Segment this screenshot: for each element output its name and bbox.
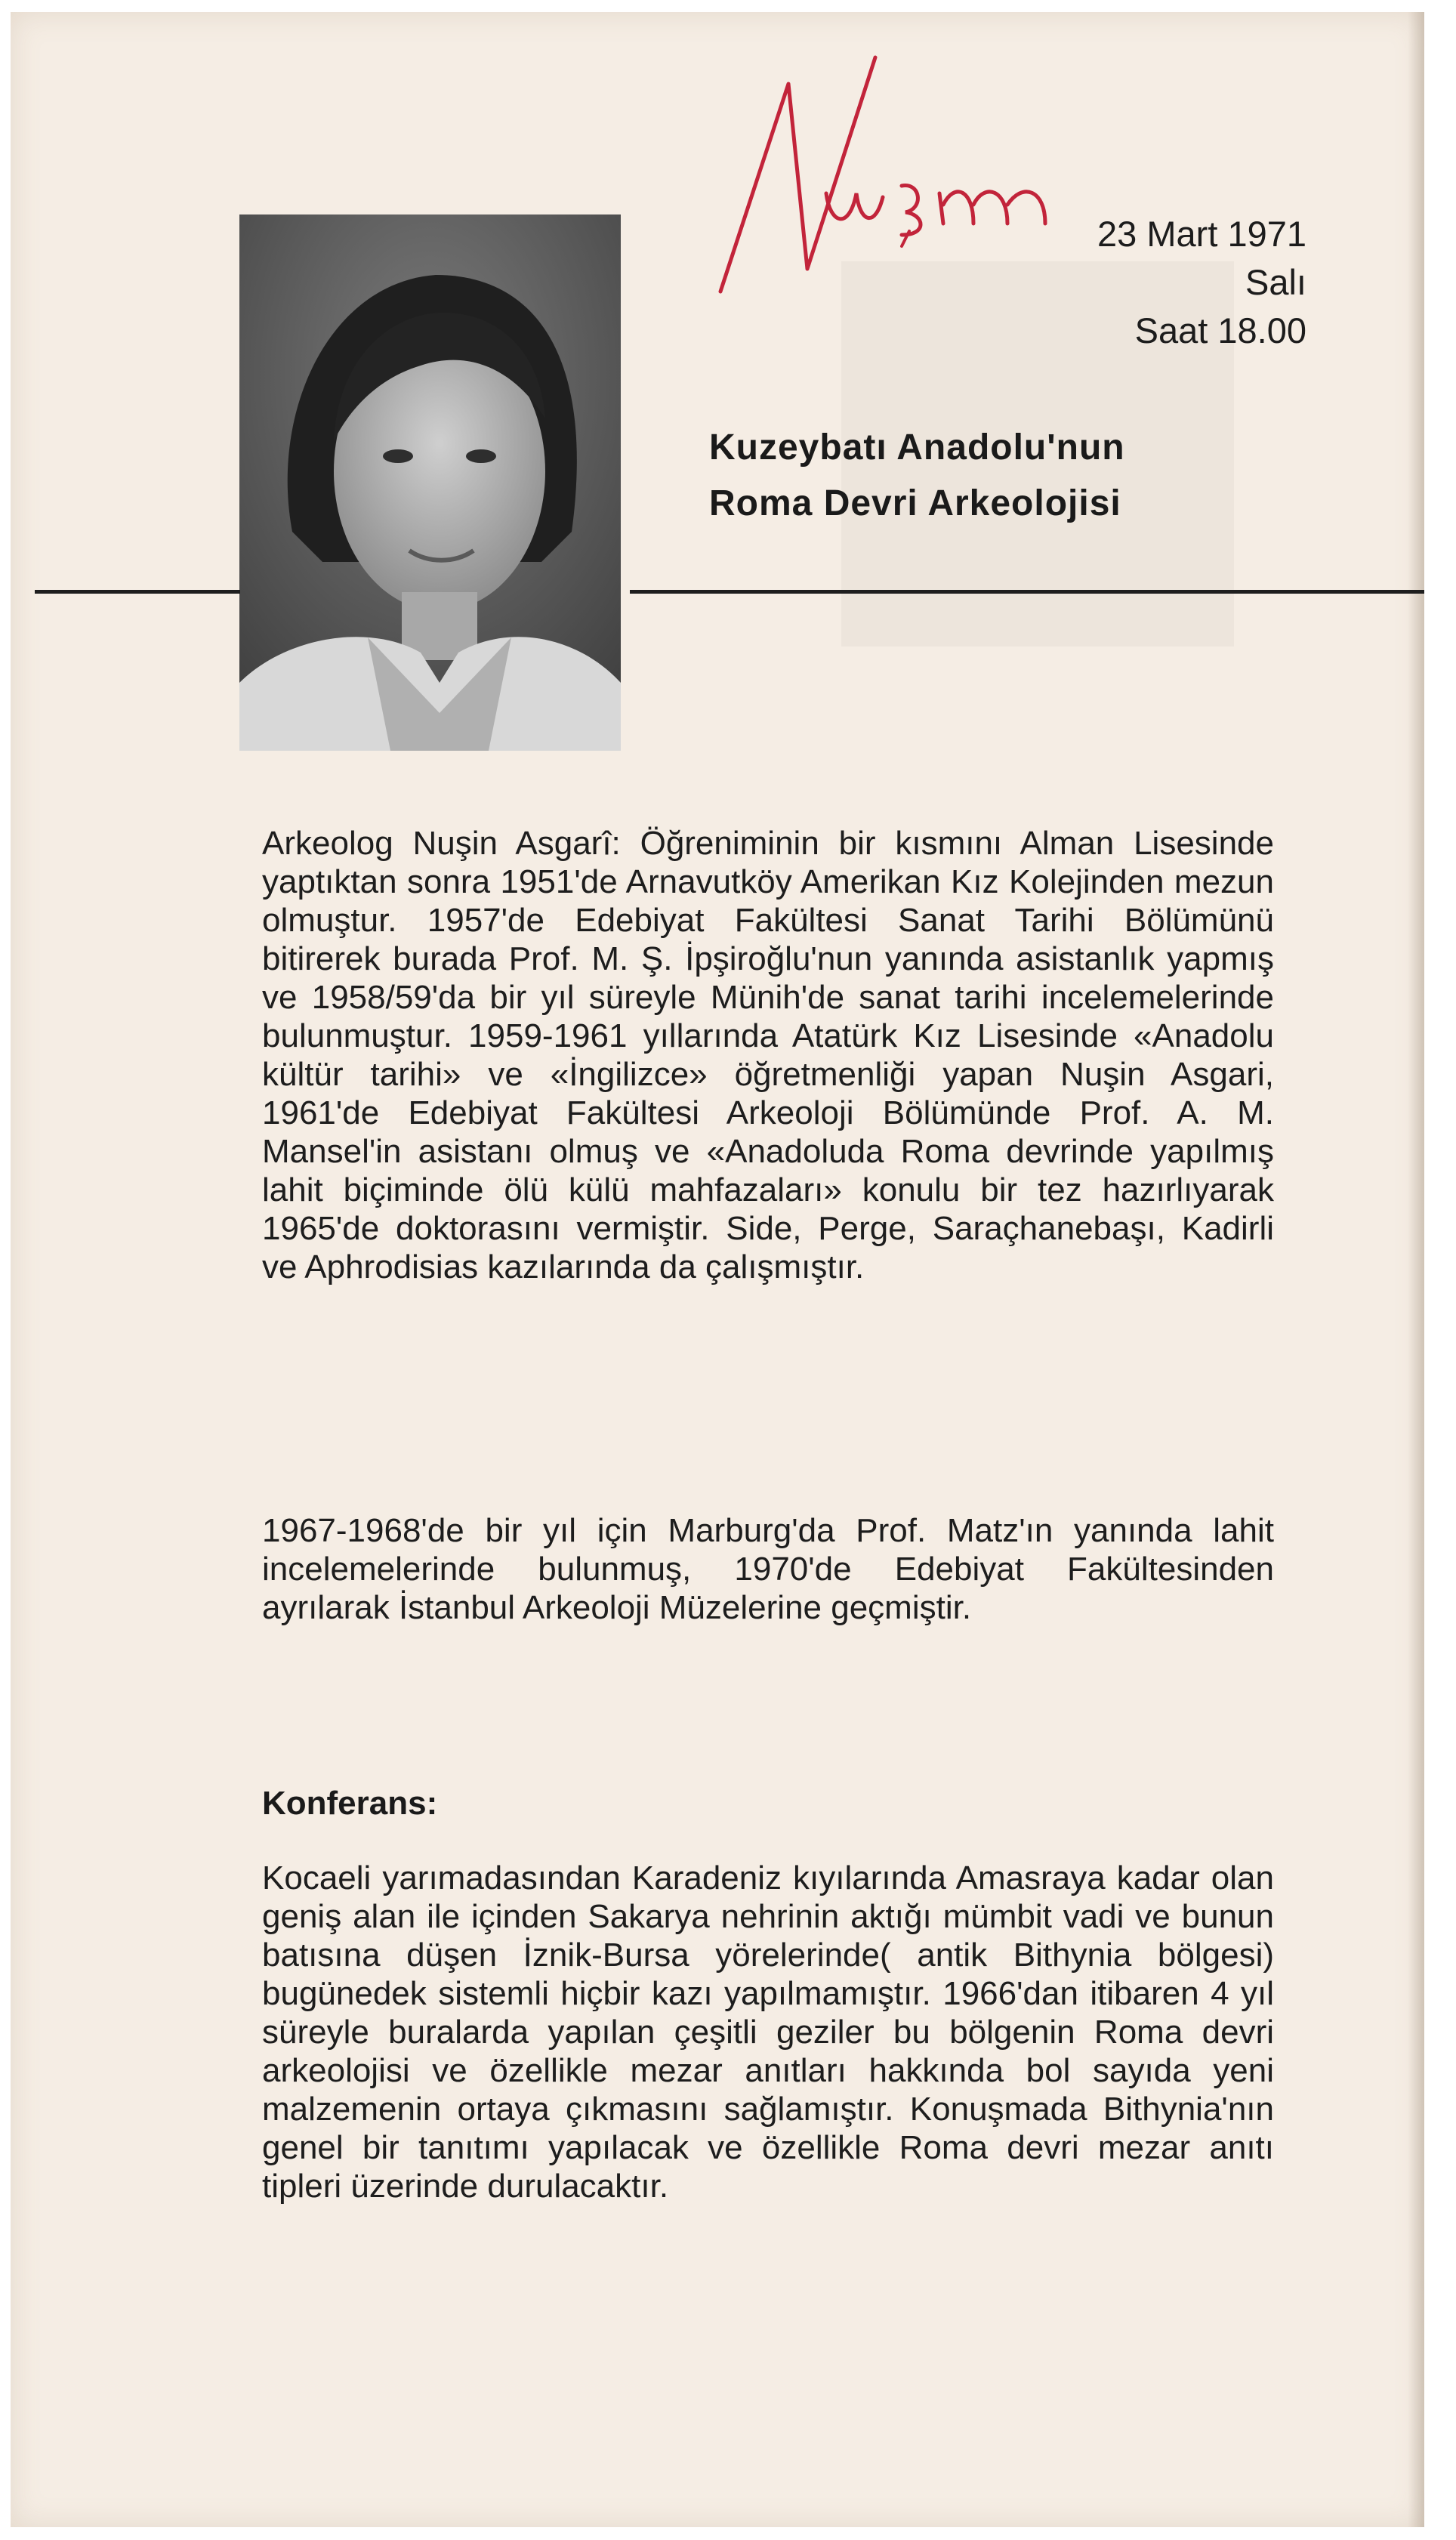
bio-paragraph-1: Arkeolog Nuşin Asgarî: Öğreniminin bir kısmını Alman Lisesinde yaptıktan sonra 1951'de Arnavutköy Amerikan Kız Kolejinden mezun olmuştur. 1957'de Edebiyat Fakültesi Sanat Tarihi Bölümünü bitirerek burada Prof. M. Ş. İpşiroğlu'nun yanında asistanlık yapmış ve 1958/59'da bir yıl süreyle Münih'de sanat tarihi incelemelerinde bulunmuştur. 1959-1961 yıllarında Atatürk Kız Lisesinde «Anadolu kültür tarihi» ve «İngilizce» öğretmenliği yapan Nuşin Asgari, 1961'de Edebiyat Fakültesi Arkeoloji Bölümünde Prof. A. M. Mansel'in asistanı olmuş ve «Anadoluda Roma devrinde yapılmış lahit biçiminde ölü külü mahfazaları» konulu bir tez hazırlıyarak 1965'de doktorasını vermiştir. Side, Perge, Saraçhanebaşı, Kadirli ve Aphrodisias kazılarında da çalışmıştır. <box>262 825 1274 1285</box>
portrait-photo <box>239 214 621 751</box>
document-page <box>11 12 1424 2527</box>
title-line-1: Kuzeybatı Anadolu'nun <box>709 427 1125 468</box>
divider-left <box>35 590 240 594</box>
title-line-2: Roma Devri Arkeolojisi <box>709 483 1121 523</box>
event-time: Saat 18.00 <box>1134 310 1306 350</box>
event-date: 23 Mart 1971 <box>1097 214 1306 254</box>
bio-paragraph-2: 1967-1968'de bir yıl için Marburg'da Prof. Matz'ın yanında lahit incelemelerinde bulunmuş, 1970'de Edebiyat Fakültesinden ayrılarak İstanbul Arkeoloji Müzelerine geçmiştir. <box>262 1512 1274 1626</box>
divider-right <box>630 590 1424 594</box>
conference-heading: Konferans: <box>262 1785 438 1822</box>
event-day: Salı <box>1245 262 1306 302</box>
event-details <box>1097 210 1306 355</box>
lecture-title <box>709 420 1125 532</box>
conference-text: Kocaeli yarımadasından Karadeniz kıyılarında Amasraya kadar olan geniş alan ile içinden Sakarya nehrinin aktığı mümbit vadi ve bunun batısına düşen İznik-Bursa yörelerinde( antik Bithynia bölgesi) bugünedek sistemli hiçbir kazı yapılmamıştır. 1966'dan itibaren 4 yıl süreyle buralarda yapılan çeşitli geziler bu bölgenin Roma devri arkeolojisi ve özellikle mezar anıtları hakkında bol sayıda yeni malzemenin ortaya çıkmasını sağlamıştır. Konuşmada Bithynia'nın genel bir tanıtımı yapılacak ve özellikle Roma devri mezar anıtı tipleri üzerinde durulacaktır. <box>262 1859 1274 2205</box>
